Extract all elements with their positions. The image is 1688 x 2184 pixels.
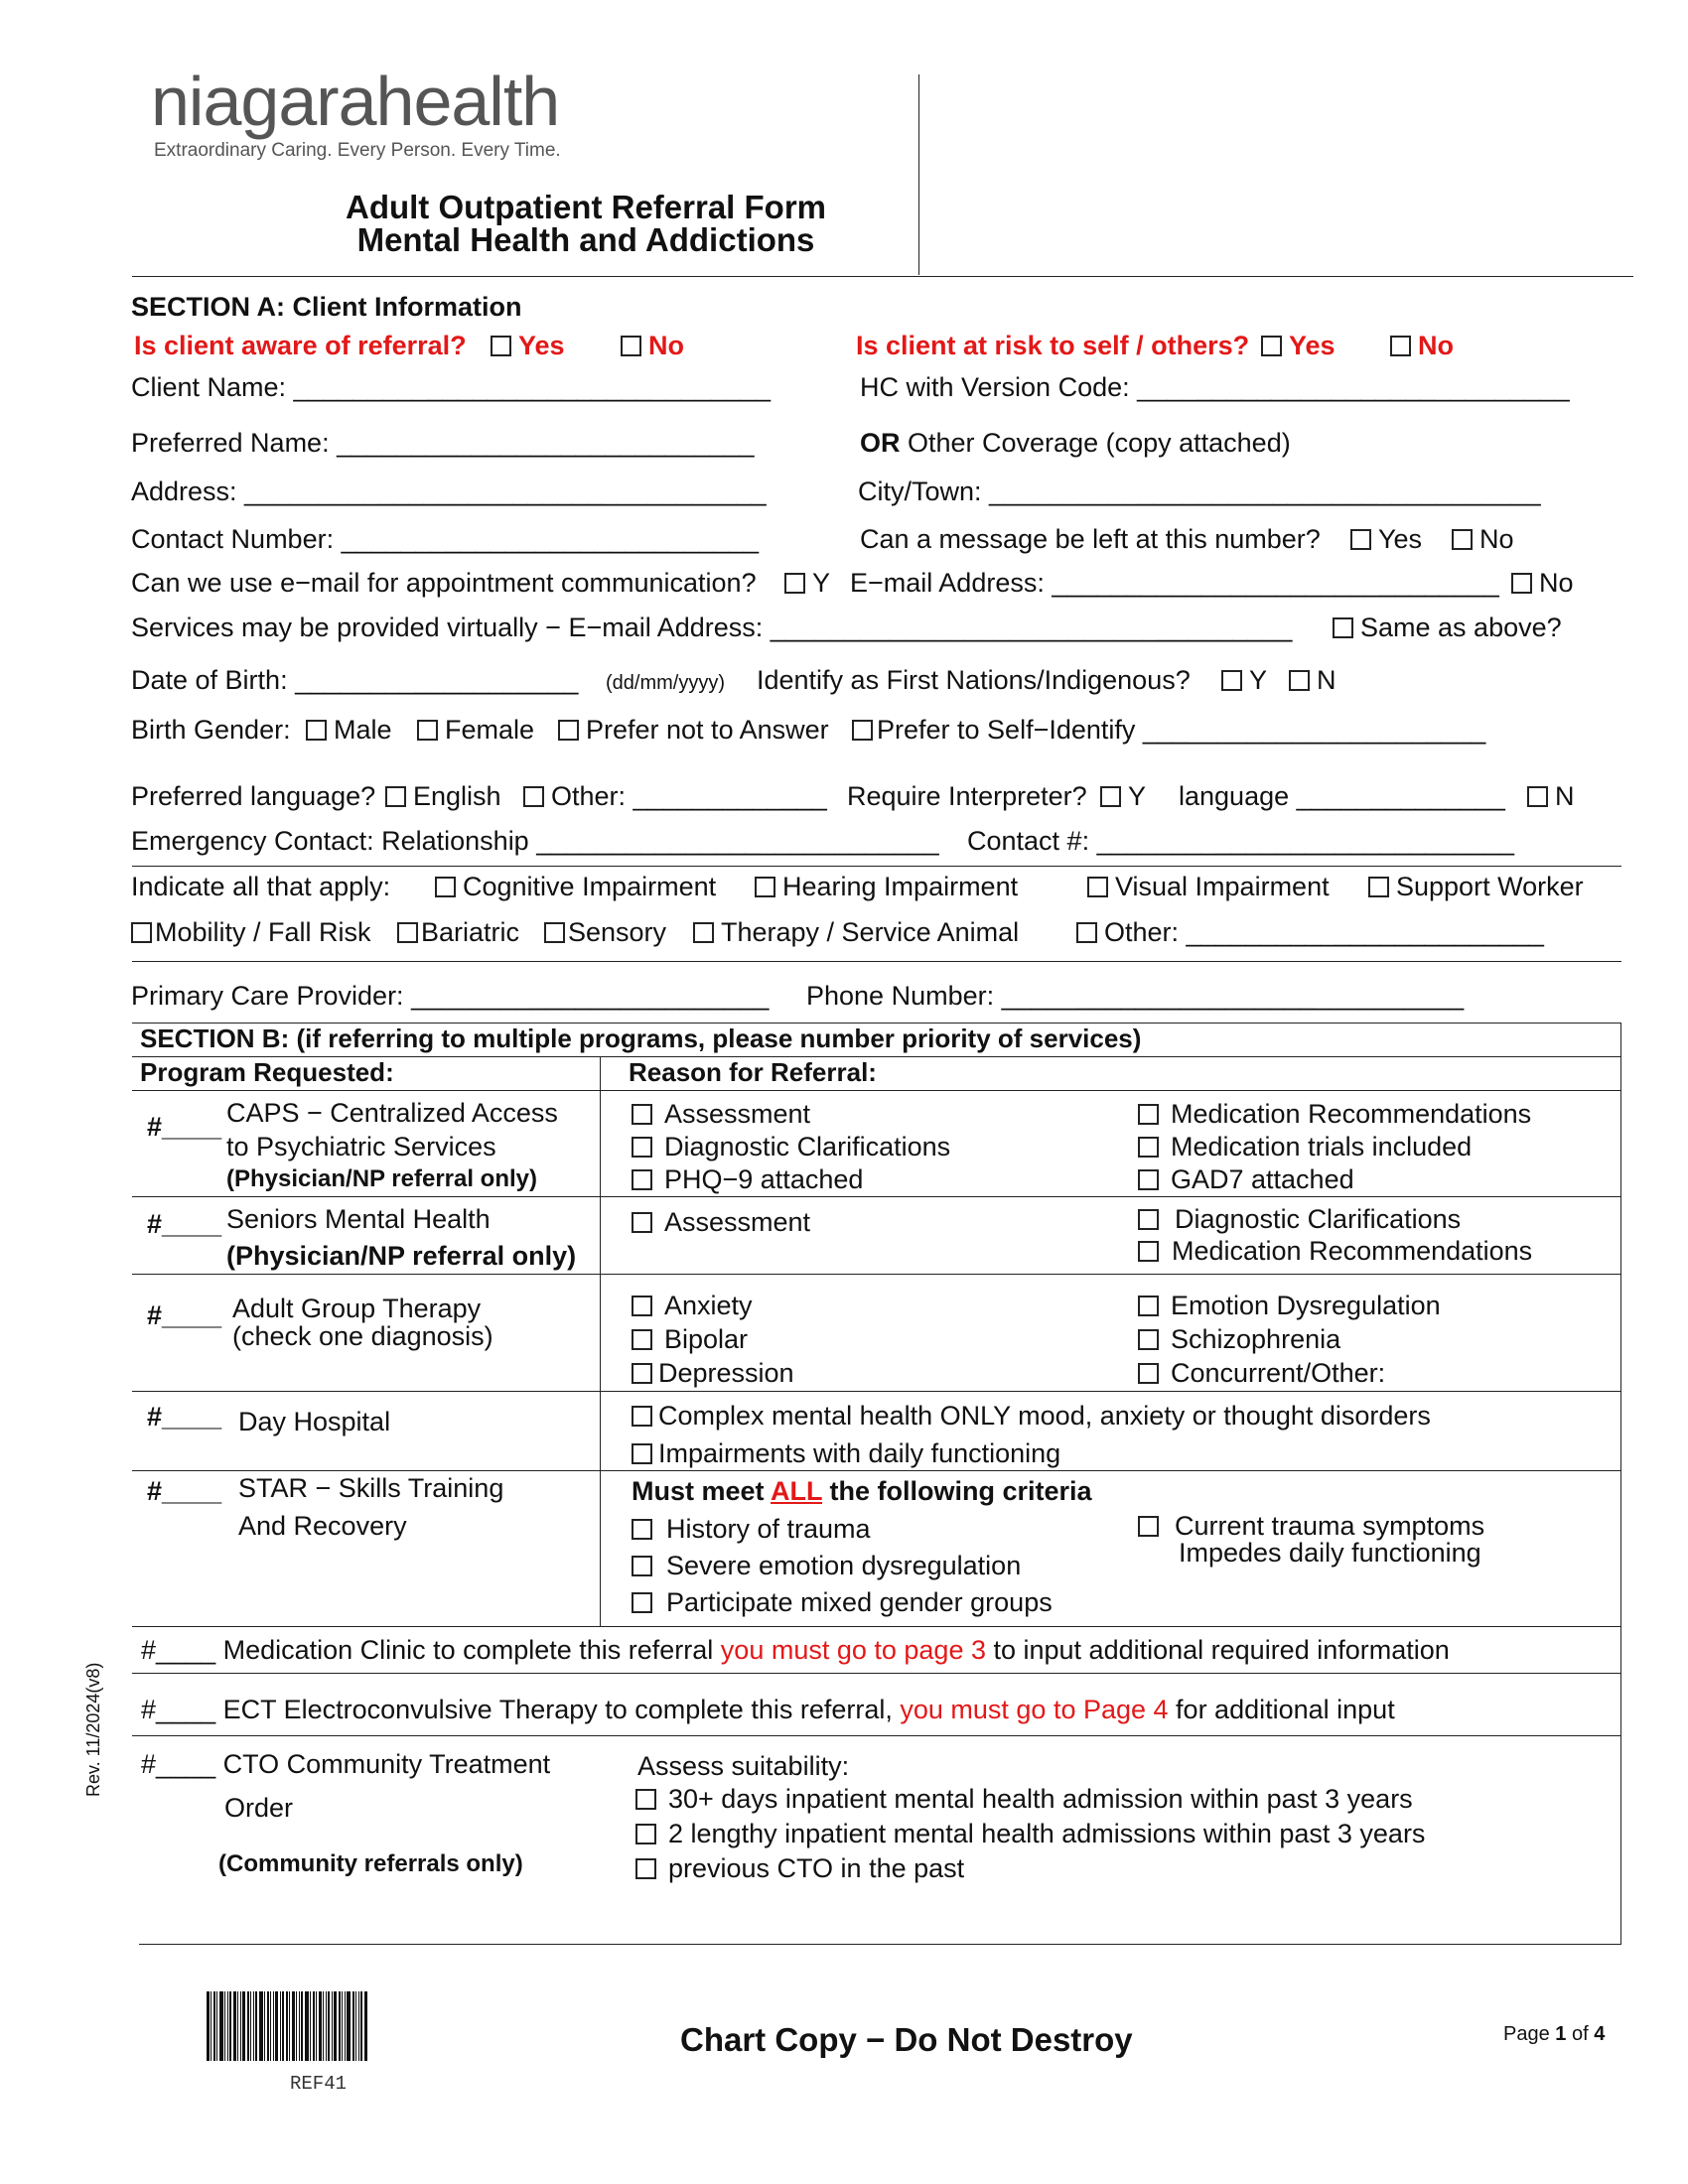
- checkbox[interactable]: [1138, 1363, 1159, 1384]
- barcode-bar: [358, 1991, 359, 2061]
- barcode-bar: [342, 1991, 343, 2061]
- barcode-bar: [213, 1991, 215, 2061]
- lang-other[interactable]: Other: _____________: [523, 781, 827, 812]
- mobility-fall-risk[interactable]: Mobility / Fall Risk: [131, 917, 371, 948]
- barcode-bar: [310, 1991, 311, 2061]
- col-program-header: Program Requested:: [140, 1057, 394, 1087]
- seniors-option[interactable]: Assessment: [632, 1207, 810, 1238]
- barcode-bar: [247, 1991, 249, 2061]
- checkbox[interactable]: [1138, 1296, 1159, 1316]
- checkbox[interactable]: [131, 922, 152, 943]
- email-address-field[interactable]: E−mail Address: ______________________________: [850, 568, 1499, 598]
- cognitive-impairment[interactable]: Cognitive Impairment: [435, 872, 716, 902]
- message-question: Can a message be left at this number?: [860, 524, 1321, 554]
- risk-no[interactable]: No: [1390, 331, 1454, 361]
- form-title: Adult Outpatient Referral Form: [345, 189, 827, 225]
- gender-self-identify[interactable]: Prefer to Self−Identify _______________________: [852, 715, 1485, 746]
- checkbox[interactable]: [385, 786, 406, 807]
- same-as-above[interactable]: Same as above?: [1333, 613, 1562, 643]
- option[interactable]: Emotion Dysregulation: [1138, 1289, 1441, 1322]
- barcode-bar: [280, 1991, 281, 2061]
- star-title-1: STAR − Skills Training: [238, 1473, 504, 1503]
- seniors-note: (Physician/NP referral only): [226, 1241, 577, 1271]
- seniors-options-right: [1138, 1203, 1532, 1267]
- barcode-bar: [360, 1991, 362, 2061]
- barcode-bar: [273, 1991, 274, 2061]
- preferred-name-field[interactable]: Preferred Name: ____________________________: [131, 428, 755, 458]
- barcode-bar: [301, 1991, 303, 2061]
- therapy-service-animal[interactable]: Therapy / Service Animal: [693, 917, 1019, 948]
- checkbox[interactable]: [1289, 670, 1310, 691]
- option[interactable]: Complex mental health ONLY mood, anxiety or thought disorders: [632, 1397, 1431, 1434]
- option[interactable]: Depression: [632, 1356, 794, 1390]
- city-field[interactable]: City/Town: _____________________________________: [858, 477, 1541, 506]
- preferred-language-label: Preferred language?: [131, 781, 376, 811]
- barcode-bar: [332, 1991, 333, 2061]
- indigenous-no[interactable]: N: [1289, 665, 1336, 696]
- day-hospital-title: Day Hospital: [238, 1407, 391, 1436]
- ect-row[interactable]: #____ ECT Electroconvulsive Therapy to complete this referral, you must go to Page 4 for additional input: [141, 1695, 1395, 1724]
- option[interactable]: 30+ days inpatient mental health admission within past 3 years: [635, 1782, 1425, 1817]
- form-subtitle: Mental Health and Addictions: [356, 221, 815, 258]
- section-b-heading: SECTION B: (if referring to multiple programs, please number priority of services): [140, 1024, 1142, 1053]
- aware-no[interactable]: No: [621, 331, 684, 361]
- checkbox[interactable]: [1138, 1104, 1159, 1125]
- cto-note: (Community referrals only): [218, 1850, 523, 1877]
- barcode-bar: [270, 1991, 271, 2061]
- option[interactable]: Medication Recommendations: [1138, 1235, 1532, 1267]
- barcode-bar: [326, 1991, 327, 2061]
- checkbox[interactable]: [632, 1363, 652, 1384]
- checkbox[interactable]: [491, 336, 511, 356]
- barcode-bar: [264, 1991, 265, 2061]
- barcode-bar: [240, 1991, 241, 2061]
- gender-male[interactable]: Male: [306, 715, 392, 746]
- checkbox[interactable]: [1527, 786, 1548, 807]
- aware-yes[interactable]: Yes: [491, 331, 565, 361]
- checkbox[interactable]: [635, 1824, 656, 1844]
- revision-label: Rev. 11/2024(v8): [83, 1662, 103, 1797]
- divider: [132, 866, 1621, 867]
- option[interactable]: Assessment: [632, 1098, 950, 1131]
- support-worker[interactable]: Support Worker: [1368, 872, 1584, 902]
- barcode-bar: [296, 1991, 297, 2061]
- barcode-bar: [328, 1991, 330, 2061]
- column-divider: [600, 1056, 601, 1626]
- sensory[interactable]: Sensory: [544, 917, 666, 948]
- email-no[interactable]: No: [1511, 568, 1574, 599]
- interpreter-yes[interactable]: Y: [1100, 781, 1146, 812]
- day-priority-blank[interactable]: #____: [147, 1402, 222, 1432]
- checkbox[interactable]: [417, 720, 438, 741]
- interpreter-question: Require Interpreter?: [847, 781, 1087, 811]
- email-yes[interactable]: Y: [784, 568, 830, 599]
- row-divider: [132, 1391, 1621, 1392]
- gender-female[interactable]: Female: [417, 715, 534, 746]
- barcode-bar: [219, 1991, 223, 2061]
- gender-prefer-not[interactable]: Prefer not to Answer: [558, 715, 829, 746]
- hearing-impairment[interactable]: Hearing Impairment: [755, 872, 1018, 902]
- cto-title[interactable]: #____ CTO Community Treatment: [141, 1749, 551, 1779]
- barcode-bar: [347, 1991, 351, 2061]
- barcode-bar: [352, 1991, 354, 2061]
- checkbox[interactable]: [632, 1443, 652, 1464]
- star-option-right[interactable]: Current trauma symptoms Impedes daily functioning: [1138, 1513, 1484, 1567]
- caps-priority-blank[interactable]: #____: [147, 1112, 222, 1142]
- table-bottom: [139, 1944, 1621, 1945]
- star-title-2: And Recovery: [238, 1511, 407, 1541]
- barcode-bar: [216, 1991, 217, 2061]
- seniors-priority-blank[interactable]: #____: [147, 1209, 222, 1239]
- barcode-bar: [319, 1991, 322, 2061]
- cto-options: [635, 1782, 1425, 1886]
- option[interactable]: previous CTO in the past: [635, 1851, 1425, 1886]
- checkbox[interactable]: [1390, 336, 1411, 356]
- group-title-2: (check one diagnosis): [232, 1321, 493, 1351]
- option[interactable]: Medication trials included: [1138, 1131, 1531, 1163]
- barcode-bar: [250, 1991, 251, 2061]
- primary-care-field[interactable]: Primary Care Provider: ________________________: [131, 981, 770, 1011]
- emergency-contact-field[interactable]: Emergency Contact: Relationship ___________________________: [131, 826, 939, 856]
- checkbox[interactable]: [632, 1519, 652, 1540]
- barcode-bar: [259, 1991, 263, 2061]
- option[interactable]: Anxiety: [632, 1289, 794, 1322]
- other-coverage: OR Other Coverage (copy attached): [860, 428, 1291, 458]
- option[interactable]: Medication Recommendations: [1138, 1098, 1531, 1131]
- checkbox[interactable]: [632, 1137, 652, 1158]
- message-yes[interactable]: Yes: [1350, 524, 1422, 555]
- day-options: [632, 1397, 1431, 1472]
- checkbox[interactable]: [632, 1169, 652, 1190]
- barcode-bar: [282, 1991, 284, 2061]
- star-criteria: Must meet ALL the following criteria: [632, 1476, 1092, 1506]
- client-name-field[interactable]: Client Name: ________________________________: [131, 372, 772, 402]
- checkbox[interactable]: [632, 1592, 652, 1613]
- checkbox[interactable]: [435, 877, 456, 897]
- barcode-bar: [237, 1991, 238, 2061]
- checkbox[interactable]: [306, 720, 327, 741]
- checkbox[interactable]: [1333, 617, 1353, 638]
- checkbox[interactable]: [1138, 1137, 1159, 1158]
- barcode-bar: [253, 1991, 254, 2061]
- checkbox[interactable]: [1138, 1329, 1159, 1350]
- barcode-bar: [227, 1991, 228, 2061]
- lang-english[interactable]: English: [385, 781, 501, 812]
- caps-title-2: to Psychiatric Services: [226, 1132, 496, 1161]
- risk-question: Is client at risk to self / others?: [856, 331, 1250, 360]
- barcode-bar: [323, 1991, 324, 2061]
- group-options-right: [1138, 1289, 1441, 1390]
- caps-options-right: [1138, 1098, 1531, 1196]
- barcode-bar: [255, 1991, 257, 2061]
- col-reason-header: Reason for Referral:: [629, 1057, 877, 1087]
- dob-field[interactable]: Date of Birth: ___________________: [131, 665, 579, 695]
- option[interactable]: Concurrent/Other:: [1138, 1356, 1441, 1390]
- message-no[interactable]: No: [1452, 524, 1514, 555]
- barcode-bar: [305, 1991, 309, 2061]
- checkbox[interactable]: [632, 1406, 652, 1427]
- checkbox[interactable]: [1138, 1169, 1159, 1190]
- checkbox[interactable]: [1221, 670, 1242, 691]
- medication-clinic-row[interactable]: #____ Medication Clinic to complete this referral you must go to page 3 to input additional required information: [141, 1635, 1450, 1665]
- checkbox[interactable]: [635, 1858, 656, 1879]
- option[interactable]: 2 lengthy inpatient mental health admissions within past 3 years: [635, 1817, 1425, 1851]
- checkbox[interactable]: [1076, 922, 1097, 943]
- barcode-bar: [242, 1991, 245, 2061]
- checkbox[interactable]: [632, 1329, 652, 1350]
- barcode-bar: [339, 1991, 341, 2061]
- barcode-bar: [364, 1991, 367, 2061]
- emergency-number-field[interactable]: Contact #: ____________________________: [967, 826, 1515, 856]
- caps-title-1: CAPS − Centralized Access: [226, 1098, 558, 1128]
- barcode-bar: [229, 1991, 231, 2061]
- option[interactable]: Impairments with daily functioning: [632, 1434, 1431, 1472]
- checkbox[interactable]: [693, 922, 714, 943]
- logo-tagline: Extraordinary Caring. Every Person. Every Time.: [154, 140, 561, 161]
- option[interactable]: Participate mixed gender groups: [632, 1584, 1053, 1621]
- primary-care-phone-field[interactable]: Phone Number: _______________________________: [806, 981, 1465, 1011]
- checkbox[interactable]: [1138, 1209, 1159, 1230]
- star-options-left: [632, 1511, 1053, 1621]
- barcode-bar: [207, 1991, 210, 2061]
- header-divider: [918, 74, 919, 275]
- barcode-bar: [316, 1991, 317, 2061]
- cto-title-2: Order: [224, 1793, 294, 1823]
- checkbox[interactable]: [632, 1104, 652, 1125]
- barcode-label: REF41: [290, 2073, 348, 2095]
- barcode-bar: [267, 1991, 269, 2061]
- virtual-email-field[interactable]: Services may be provided virtually − E−mail Address: ___________________________________: [131, 613, 1293, 642]
- barcode-bar: [355, 1991, 356, 2061]
- barcode-bar: [289, 1991, 290, 2061]
- group-title-1: Adult Group Therapy: [232, 1294, 482, 1323]
- checkbox[interactable]: [755, 877, 775, 897]
- page-indicator: Page 1 of 4: [1503, 2023, 1606, 2045]
- checkbox[interactable]: [1138, 1516, 1159, 1537]
- option[interactable]: Schizophrenia: [1138, 1322, 1441, 1356]
- caps-options-left: [632, 1098, 950, 1196]
- row-divider: [132, 1196, 1621, 1197]
- checkbox[interactable]: [852, 720, 873, 741]
- checkbox[interactable]: [1368, 877, 1389, 897]
- checkbox[interactable]: [1452, 529, 1473, 550]
- checkbox[interactable]: [558, 720, 579, 741]
- row-divider: [132, 1274, 1621, 1275]
- risk-yes[interactable]: Yes: [1261, 331, 1336, 361]
- indicate-label: Indicate all that apply:: [131, 872, 391, 901]
- header-rule: [132, 276, 1633, 277]
- cto-assess-label: Assess suitability:: [637, 1751, 850, 1781]
- caps-note: (Physician/NP referral only): [226, 1165, 538, 1192]
- checkbox[interactable]: [1261, 336, 1282, 356]
- indigenous-yes[interactable]: Y: [1221, 665, 1267, 696]
- option[interactable]: History of trauma: [632, 1511, 1053, 1548]
- barcode-bar: [292, 1991, 295, 2061]
- section-a-heading: SECTION A: Client Information: [131, 292, 522, 322]
- dob-format: (dd/mm/yyyy): [606, 672, 725, 694]
- option[interactable]: Bipolar: [632, 1322, 794, 1356]
- logo-wordmark: niagarahealth: [151, 63, 560, 140]
- checkbox[interactable]: [1511, 573, 1532, 594]
- row-divider: [132, 1735, 1621, 1736]
- address-field[interactable]: Address: ___________________________________: [131, 477, 767, 506]
- table-border: [132, 1090, 1621, 1091]
- row-divider: [132, 1673, 1621, 1674]
- checkbox[interactable]: [1087, 877, 1108, 897]
- checkbox[interactable]: [1350, 529, 1371, 550]
- hc-version-field[interactable]: HC with Version Code: _____________________________: [860, 372, 1570, 402]
- barcode-bar: [286, 1991, 288, 2061]
- option[interactable]: Severe emotion dysregulation: [632, 1548, 1053, 1584]
- barcode-bar: [275, 1991, 278, 2061]
- table-border: [1620, 1023, 1621, 1944]
- barcode-bar: [233, 1991, 236, 2061]
- checkbox[interactable]: [632, 1556, 652, 1576]
- checkbox[interactable]: [621, 336, 641, 356]
- barcode-bar: [224, 1991, 225, 2061]
- divider: [132, 961, 1621, 962]
- checkbox[interactable]: [544, 922, 565, 943]
- barcode-bar: [345, 1991, 346, 2061]
- interpreter-language-field[interactable]: language ______________: [1179, 781, 1505, 811]
- checkbox[interactable]: [635, 1789, 656, 1810]
- contact-number-field[interactable]: Contact Number: ____________________________: [131, 524, 760, 554]
- barcode-bar: [334, 1991, 337, 2061]
- other-apply-field[interactable]: Other: ________________________: [1076, 917, 1544, 948]
- indigenous-question: Identify as First Nations/Indigenous?: [757, 665, 1191, 695]
- bariatric[interactable]: Bariatric: [397, 917, 519, 948]
- checkbox[interactable]: [784, 573, 805, 594]
- visual-impairment[interactable]: Visual Impairment: [1087, 872, 1330, 902]
- option[interactable]: Diagnostic Clarifications: [632, 1131, 950, 1163]
- option[interactable]: GAD7 attached: [1138, 1163, 1531, 1196]
- star-priority-blank[interactable]: #____: [147, 1476, 222, 1506]
- option[interactable]: Diagnostic Clarifications: [1138, 1203, 1532, 1235]
- checkbox[interactable]: [632, 1296, 652, 1316]
- checkbox[interactable]: [397, 922, 418, 943]
- barcode-bar: [299, 1991, 300, 2061]
- barcode: [207, 1991, 368, 2061]
- interpreter-no[interactable]: N: [1527, 781, 1575, 812]
- checkbox[interactable]: [1138, 1241, 1159, 1262]
- row-divider: [132, 1626, 1621, 1627]
- birth-gender-label: Birth Gender:: [131, 715, 291, 745]
- email-question: Can we use e−mail for appointment communication?: [131, 568, 757, 598]
- group-priority-blank[interactable]: #____: [147, 1300, 222, 1330]
- chart-copy-notice: Chart Copy − Do Not Destroy: [680, 2021, 1133, 2058]
- barcode-bar: [313, 1991, 315, 2061]
- seniors-title: Seniors Mental Health: [226, 1204, 491, 1234]
- checkbox[interactable]: [523, 786, 544, 807]
- aware-question: Is client aware of referral?: [134, 331, 467, 360]
- checkbox[interactable]: [1100, 786, 1121, 807]
- option[interactable]: PHQ−9 attached: [632, 1163, 950, 1196]
- group-options-left: [632, 1289, 794, 1390]
- checkbox[interactable]: [632, 1212, 652, 1233]
